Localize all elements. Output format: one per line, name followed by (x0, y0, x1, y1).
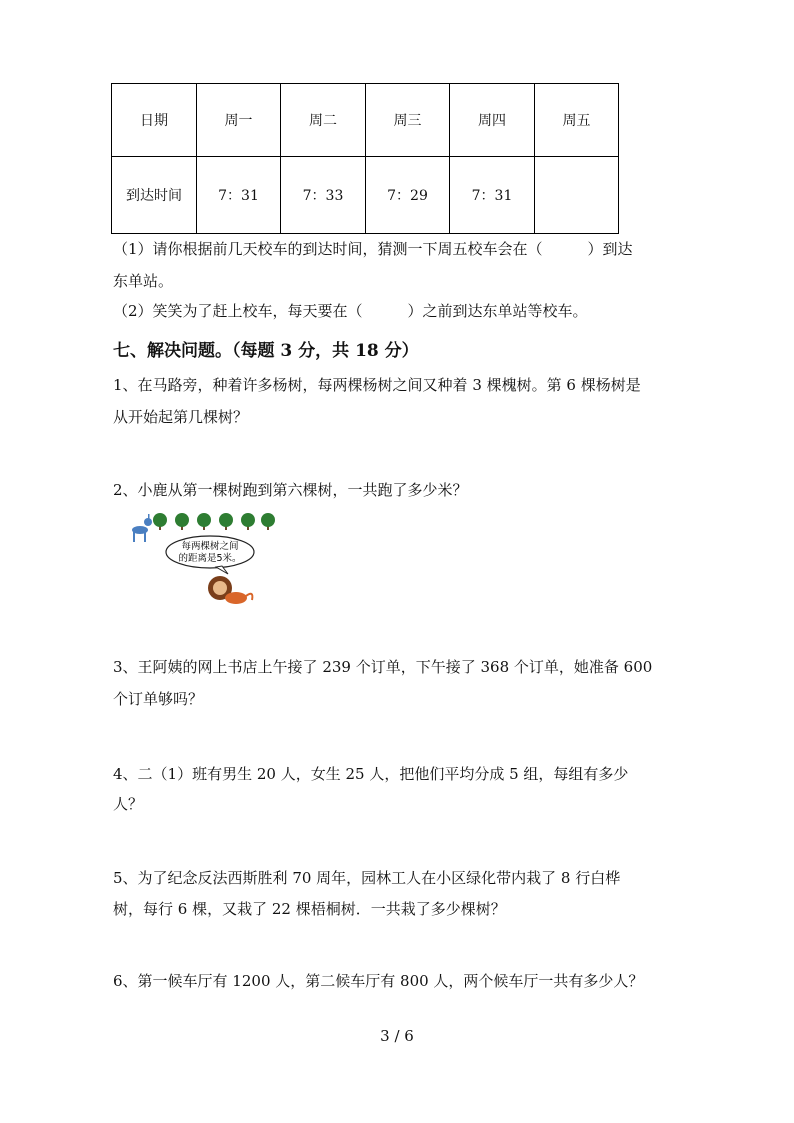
q3-line-1: 3、王阿姨的网上书店上午接了 239 个订单，下午接了 368 个订单，她准备 600 (113, 658, 653, 676)
table-header-row (112, 84, 619, 157)
q1-line-2: 从开始起第几棵树？ (113, 408, 249, 426)
table-cell: 周四 (450, 84, 535, 157)
table-cell: 周一 (197, 84, 281, 157)
table-cell: 7：33 (281, 157, 366, 234)
table-cell-empty (535, 157, 619, 234)
q4-line-1: 4、二（1）班有男生 20 人，女生 25 人，把他们平均分成 5 组，每组有多少 (113, 765, 629, 783)
q4-line-2: 人？ (113, 795, 144, 813)
table-cell: 周三 (366, 84, 450, 157)
tree-row-icon (153, 513, 275, 530)
question-6-1-line-1: （1）请你根据前几天校车的到达时间，猜测一下周五校车会在（ ）到达 (113, 240, 633, 258)
table-cell: 周二 (281, 84, 366, 157)
table-cell: 周五 (535, 84, 619, 157)
bus-arrival-table (111, 83, 619, 234)
q2-line-1: 2、小鹿从第一棵树跑到第六棵树，一共跑了多少米？ (113, 481, 468, 499)
table-cell: 日期 (112, 84, 197, 157)
q5-line-2: 树，每行 6 棵，又栽了 22 棵梧桐树．一共栽了多少棵树？ (113, 900, 506, 918)
q6-line-1: 6、第一候车厅有 1200 人，第二候车厅有 800 人，两个候车厅一共有多少人？ (113, 972, 644, 990)
q3-line-2: 个订单够吗？ (113, 690, 204, 708)
q5-line-1: 5、为了纪念反法西斯胜利 70 周年，园林工人在小区绿化带内栽了 8 行白桦 (113, 869, 621, 887)
deer-lion-trees-illustration (124, 510, 280, 610)
page-number: 3 / 6 (380, 1027, 414, 1045)
lion-icon (208, 576, 252, 604)
table-cell: 7：29 (366, 157, 450, 234)
table-cell: 到达时间 (112, 157, 197, 234)
table-cell: 7：31 (450, 157, 535, 234)
deer-icon (132, 514, 152, 542)
q1-line-1: 1、在马路旁，种着许多杨树，每两棵杨树之间又种着 3 棵槐树。第 6 棵杨树是 (113, 376, 641, 394)
bubble-line-2: 的距离是5米。 (178, 553, 242, 564)
bubble-line-1: 每两棵树之间 (181, 541, 239, 552)
table-row (112, 157, 619, 234)
question-6-2: （2）笑笑为了赶上校车，每天要在（ ）之前到达东单站等校车。 (113, 302, 588, 320)
table-cell: 7：31 (197, 157, 281, 234)
question-6-1-line-2: 东单站。 (113, 272, 174, 290)
section-7-title: 七、解决问题。（每题 3 分，共 18 分） (113, 341, 419, 361)
